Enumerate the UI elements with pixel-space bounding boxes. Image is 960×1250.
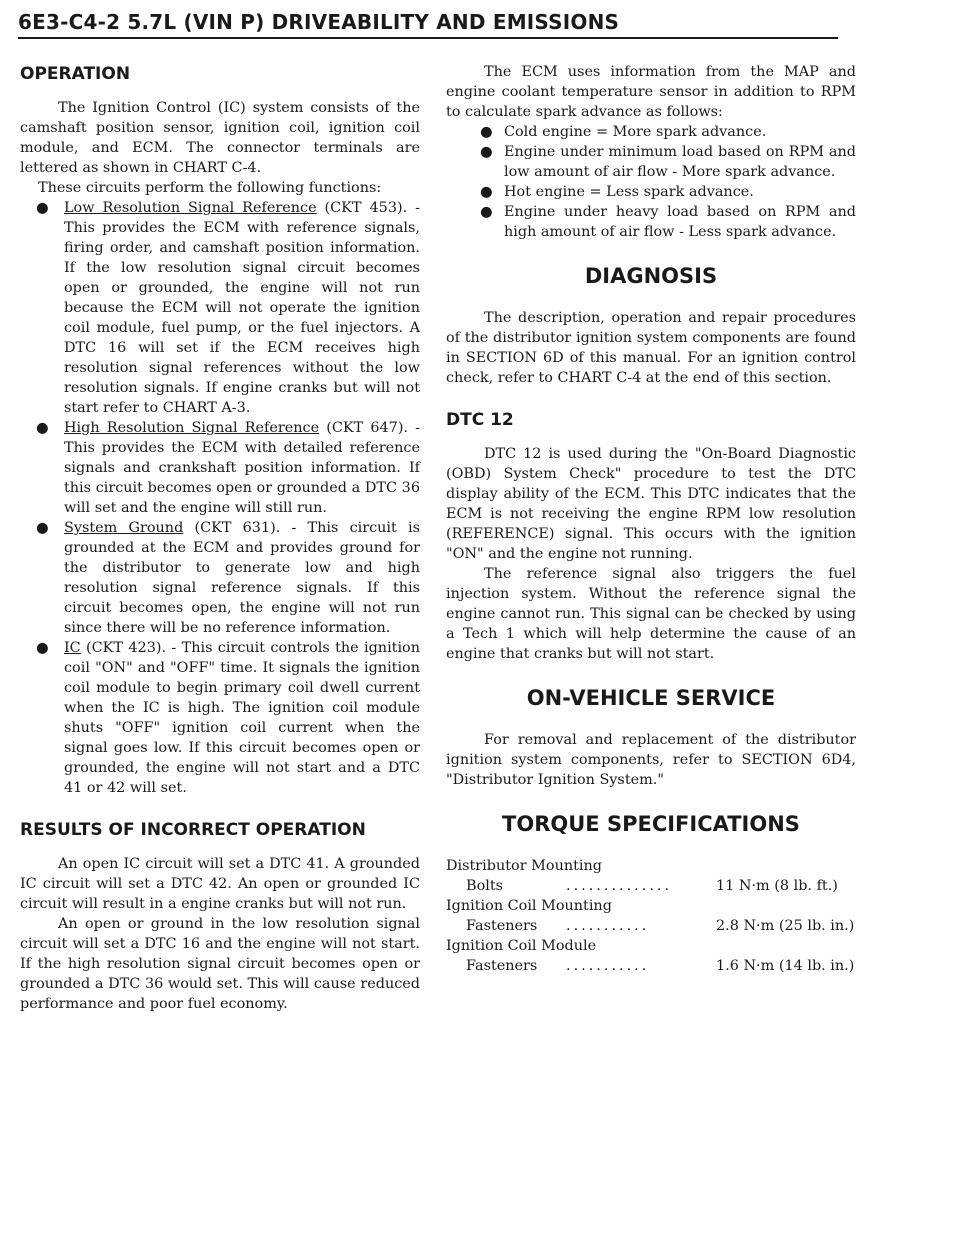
page-title: 6E3-C4-2 5.7L (VIN P) DRIVEABILITY AND EMISSIONS (18, 10, 620, 34)
bullet-icon: ● (480, 184, 493, 200)
circuit-description: (CKT 647). - This provides the ECM with detailed reference signals and crankshaft position information. If this circuit becomes open or grounded a DTC 36 will set and the engine will still run. (64, 420, 420, 516)
spark-text: Cold engine = More spark advance. (504, 124, 767, 140)
circuit-function-list (20, 198, 420, 798)
list-item (446, 182, 856, 202)
torque-value: 11 N·m (8 lb. ft.) (716, 878, 838, 894)
dtc-heading: DTC 12 (446, 410, 514, 430)
circuit-description: (CKT 631). - This circuit is grounded at the ECM and provides ground for the distributor to generate low and high resolution signal reference signals. If this circuit becomes open, the engine will not run since there will be no reference information. (64, 520, 420, 636)
diagnosis-heading: DIAGNOSIS (584, 264, 718, 288)
bullet-icon: ● (36, 420, 49, 436)
circuit-description: (CKT 423). - This circuit controls the ignition coil "ON" and "OFF" time. It signals the ignition coil module to begin primary coil dwell current when the IC is high. The ignition coil module shuts "OFF" ignition coil current when the signal goes low. If this circuit becomes open or grounded, the engine will not start and a DTC 41 or 42 will set. (64, 640, 420, 796)
diagnosis-paragraph: The description, operation and repair procedures of the distributor ignition system components are found in SECTION 6D of this manual. For an ignition control check, refer to CHART C-4 at the end of this section. (446, 310, 856, 386)
bullet-icon: ● (480, 124, 493, 140)
torque-spec-table (446, 856, 856, 976)
results-heading: RESULTS OF INCORRECT OPERATION (20, 820, 366, 840)
torque-value: 1.6 N·m (14 lb. in.) (716, 958, 855, 974)
circuit-term: IC (64, 640, 81, 656)
list-item (20, 518, 420, 638)
list-item (446, 142, 856, 182)
page-header (18, 10, 838, 40)
torque-item: Fasteners (466, 958, 538, 974)
torque-group: Distributor Mounting (446, 858, 602, 874)
torque-leader: .............. (566, 878, 673, 894)
header-rule (18, 37, 838, 39)
operation-heading: OPERATION (20, 64, 131, 84)
operation-paragraph-1: The Ignition Control (IC) system consists of the camshaft position sensor, ignition coil, ignition coil module, and ECM. The connector terminals are lettered as shown in CHART C-4. (20, 100, 420, 176)
torque-value: 2.8 N·m (25 lb. in.) (716, 918, 855, 934)
torque-item: Fasteners (466, 918, 538, 934)
torque-leader: ........... (566, 958, 650, 974)
bullet-icon: ● (36, 200, 49, 216)
results-paragraph-1: An open IC circuit will set a DTC 41. A grounded IC circuit will set a DTC 42. An open or grounded IC circuit will result in a engine cranks but will not run. (20, 856, 420, 912)
dtc-paragraph-1: DTC 12 is used during the "On-Board Diagnostic (OBD) System Check" procedure to test the DTC display ability of the ECM. This DTC indicates that the ECM is not receiving the engine RPM low resolution (REFERENCE) signal. This occurs with the ignition "ON" and the engine not running. (446, 446, 856, 562)
bullet-icon: ● (480, 144, 493, 160)
left-column (20, 56, 420, 1014)
bullet-icon: ● (480, 204, 493, 220)
spark-text: Engine under minimum load based on RPM and low amount of air flow - More spark advance. (504, 144, 856, 180)
service-paragraph: For removal and replacement of the distributor ignition system components, refer to SECTION 6D4, "Distributor Ignition System." (446, 732, 856, 788)
list-item (446, 202, 856, 242)
spark-advance-list (446, 122, 856, 242)
circuit-term: Low Resolution Signal Reference (64, 200, 317, 216)
list-item (446, 122, 856, 142)
torque-item: Bolts (466, 878, 504, 894)
operation-paragraph-2: These circuits perform the following functions: (38, 180, 382, 196)
spark-intro: The ECM uses information from the MAP and engine coolant temperature sensor in addition to RPM to calculate spark advance as follows: (446, 64, 856, 120)
bullet-icon: ● (36, 640, 49, 656)
table-row (446, 956, 856, 976)
dtc-paragraph-2: The reference signal also triggers the fuel injection system. Without the reference signal the engine cannot run. This signal can be checked by using a Tech 1 which will help determine the cause of an engine that cranks but will not start. (446, 566, 856, 662)
torque-heading: TORQUE SPECIFICATIONS (502, 812, 800, 836)
torque-group: Ignition Coil Module (446, 938, 597, 954)
list-item (20, 418, 420, 518)
list-item (20, 198, 420, 418)
spark-text: Hot engine = Less spark advance. (504, 184, 754, 200)
circuit-term: High Resolution Signal Reference (64, 420, 320, 436)
circuit-description: (CKT 453). - This provides the ECM with reference signals, firing order, and camshaft position information. If the low resolution signal circuit becomes open or grounded, the engine will not run because the ECM will not operate the ignition coil module, fuel pump, or the fuel injectors. A DTC 16 will set if the ECM receives high resolution signal references without the low resolution signals. If engine cranks but will not start refer to CHART A-3. (64, 200, 420, 416)
results-paragraph-2: An open or ground in the low resolution signal circuit will set a DTC 16 and the engine will not start. If the high resolution signal circuit becomes open or grounded a DTC 36 would set. This will cause reduced performance and poor fuel economy. (20, 916, 420, 1012)
bullet-icon: ● (36, 520, 49, 536)
service-heading: ON-VEHICLE SERVICE (526, 686, 776, 710)
circuit-term: System Ground (64, 520, 184, 536)
spark-text: Engine under heavy load based on RPM and high amount of air flow - Less spark advance. (504, 204, 856, 240)
torque-group: Ignition Coil Mounting (446, 898, 612, 914)
table-row (446, 916, 856, 936)
right-column (446, 56, 856, 976)
torque-leader: ........... (566, 918, 650, 934)
list-item (20, 638, 420, 798)
table-row (446, 876, 856, 896)
